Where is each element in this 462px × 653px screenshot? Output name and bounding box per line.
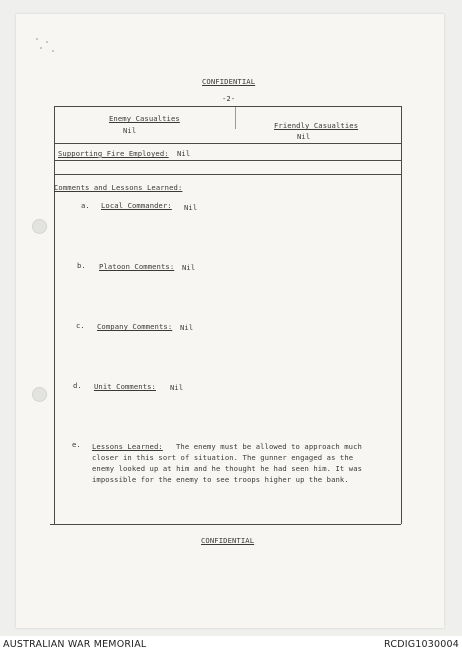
section-d-label: Unit Comments: [94,382,156,391]
form-border-right [401,106,402,524]
archive-footer-bar [0,636,462,653]
section-b-value: Nil [182,263,196,272]
section-c-value: Nil [180,323,194,332]
section-d-letter: d. [73,381,82,390]
lessons-line-2: closer in this sort of situation. The gunner engaged as the [92,453,354,462]
paper-speck [36,38,38,40]
section-d-value: Nil [170,383,184,392]
lessons-line-4: impossible for the enemy to see troops higher up the bank. [92,475,349,484]
form-border-top [54,106,401,107]
enemy-casualties-label: Enemy Casualties [109,114,180,123]
section-b-label: Platoon Comments: [99,262,175,271]
row-divider-1 [54,143,401,144]
casualties-divider [235,107,236,129]
friendly-casualties-value: Nil [297,132,311,141]
section-a-label: Local Commander: [101,201,172,210]
section-c-letter: c. [76,321,85,330]
row-divider-3 [54,174,401,175]
footer-classification: CONFIDENTIAL [201,536,255,545]
supporting-fire-value: Nil [177,149,191,158]
section-a-letter: a. [81,201,90,210]
comments-heading: Comments and Lessons Learned: [54,183,183,192]
section-b-letter: b. [77,261,86,270]
page-number: -2- [222,94,236,103]
section-e-letter: e. [72,440,81,449]
paper-speck [52,50,54,52]
friendly-casualties-label: Friendly Casualties [274,121,359,130]
supporting-fire-label: Supporting Fire Employed: [58,149,169,158]
enemy-casualties-value: Nil [123,126,137,135]
punch-hole-top [32,219,47,234]
document-page [16,14,444,628]
punch-hole-bottom [32,387,47,402]
paper-speck [46,41,48,43]
form-border-left [54,106,55,524]
lessons-line-1: The enemy must be allowed to approach much [176,442,362,451]
section-a-value: Nil [184,203,198,212]
archive-source-label: AUSTRALIAN WAR MEMORIAL [3,639,147,650]
form-border-bottom [50,524,401,525]
archive-reference-id: RCDIG1030004 [384,639,459,650]
section-c-label: Company Comments: [97,322,173,331]
row-divider-2 [54,160,401,161]
lessons-line-3: enemy looked up at him and he thought he had seen him. It was [92,464,363,473]
header-classification: CONFIDENTIAL [202,77,256,86]
paper-speck [40,47,42,49]
section-e-label: Lessons Learned: [92,442,163,451]
